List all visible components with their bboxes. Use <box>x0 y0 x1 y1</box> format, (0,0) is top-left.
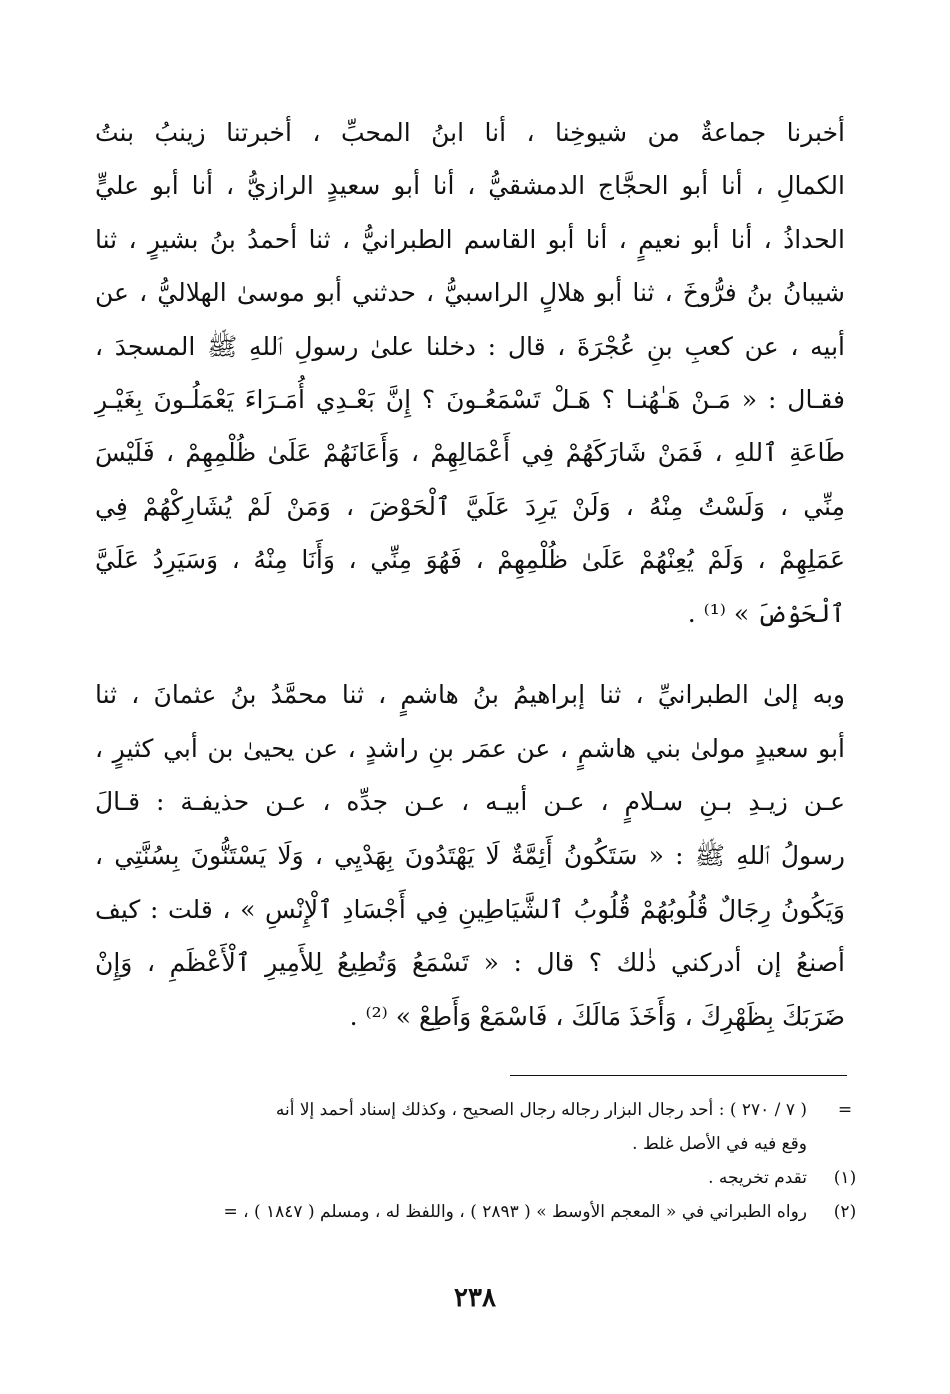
footnote-line <box>80 1195 865 1229</box>
footnote-line <box>80 1127 865 1161</box>
text-line: شيبانُ بنُ فرُّوخَ ، ثنا أبو هلالٍ الراسبيُّ ، حدثني أبو موسىٰ الهلاليُّ ، عن <box>95 278 845 308</box>
text-line: الحداذُ ، أنا أبو نعيمٍ ، أنا أبو القاسم الطبرانيُّ ، ثنا أحمدُ بنُ بشيرٍ ، ثنا <box>95 224 845 254</box>
footnote-text: رواه الطبراني في « المعجم الأوسط » ( ٢٨٩٣ ) ، واللفظ له ، ومسلم ( ١٨٤٧ ) ، = <box>223 1202 807 1222</box>
footnote-marker: = <box>837 1100 853 1120</box>
footnotes <box>80 1093 865 1229</box>
text-line: وبه إلىٰ الطبرانيِّ ، ثنا إبراهيمُ بنُ هاشمٍ ، ثنا محمَّدُ بنُ عثمانَ ، ثنا <box>95 680 845 709</box>
footnote-divider <box>510 1075 847 1076</box>
footnote-marker: (٢) <box>833 1202 857 1222</box>
text-line: ٱلْحَوْضَ » ⁽¹⁾ . <box>687 598 845 628</box>
text-line: أصنعُ إن أدركني ذٰلك ؟ قال : « تَسْمَعُ وَتُطِيعُ لِلأَمِيرِ ٱلْأَعْظَمِ ، وَإِنْ <box>95 948 845 978</box>
paragraph-1 <box>95 106 845 640</box>
text-line: فقـال : « مَـنْ هَـٰهُنـا ؟ هَـلْ تَسْمَعُـونَ ؟ إِنَّ بَعْـدِي أُمَـرَاءَ يَعْمَلُـونَ بِغَيْـرِ <box>95 384 845 414</box>
footnote-marker: (١) <box>833 1168 857 1188</box>
text-line: عـن زيـدِ بـنِ سـلامٍ ، عـن أبيـه ، عـن جدِّه ، عـن حذيفـة : قـالَ <box>95 787 845 817</box>
text-line: أخبرنا جماعةٌ من شيوخِنا ، أنا ابنُ المحبِّ ، أخبرتنا زينبُ بنتُ <box>95 118 845 147</box>
page-number: ٢٣٨ <box>454 1283 496 1313</box>
footnote-text: ( ٧ / ٢٧٠ ) : أحد رجال البزار رجاله رجال الصحيح ، وكذلك إسناد أحمد إلا أنه <box>275 1100 807 1120</box>
text-line: طَاعَةِ ٱللهِ ، فَمَنْ شَارَكَهُمْ فِي أَعْمَالِهِمْ ، وَأَعَانَهُمْ عَلَىٰ ظُلْمِهِمْ ، فَلَيْسَ <box>95 438 845 468</box>
text-line: ضَرَبَكَ بِظَهْرِكَ ، وَأَخَذَ مَالَكَ ، فَاسْمَعْ وَأَطِعْ » ⁽²⁾ . <box>349 1002 845 1032</box>
text-line: الكمالِ ، أنا أبو الحجَّاج الدمشقيُّ ، أنا أبو سعيدٍ الرازيُّ ، أنا أبو عليٍّ <box>95 171 845 201</box>
footnote-text: وقع فيه في الأصل غلط . <box>632 1134 807 1154</box>
text-line: أبو سعيدٍ مولىٰ بني هاشمٍ ، عن عمَر بنِ راشدٍ ، عن يحيىٰ بن أبي كثيرٍ ، <box>95 733 845 763</box>
footnote-line <box>80 1161 865 1195</box>
text-line: وَيَكُونُ رِجَالٌ قُلُوبُهُمْ قُلُوبُ ٱلشَّيَاطِينِ فِي أَجْسَادِ ٱلْإِنْسِ » ، قلت : كيف <box>95 894 845 924</box>
footnote-text: تقدم تخريجه . <box>708 1168 807 1188</box>
text-line: مِنِّي ، وَلَسْتُ مِنْهُ ، وَلَنْ يَرِدَ عَلَيَّ ٱلْحَوْضَ ، وَمَنْ لَمْ يُشَارِكْهُمْ فِي <box>95 491 845 521</box>
text-line: رسولُ ٱللهِ ﷺ : « سَتَكُونُ أَئِمَّةٌ لَا يَهْتَدُونَ بِهَدْيِي ، وَلَا يَسْتَنُّونَ بِسُنَّتِي ، <box>95 841 845 871</box>
footnote-line <box>80 1093 865 1127</box>
text-line: عَمَلِهِمْ ، وَلَمْ يُعِنْهُمْ عَلَىٰ ظُلْمِهِمْ ، فَهُوَ مِنِّي ، وَأَنَا مِنْهُ ، وَسَيَرِدُ عَلَيَّ <box>95 545 845 575</box>
text-line: أبيه ، عن كعبِ بنِ عُجْرَةَ ، قال : دخلنا علىٰ رسولِ ٱللهِ ﷺ المسجدَ ، <box>95 331 845 361</box>
paragraph-2 <box>95 668 845 1044</box>
